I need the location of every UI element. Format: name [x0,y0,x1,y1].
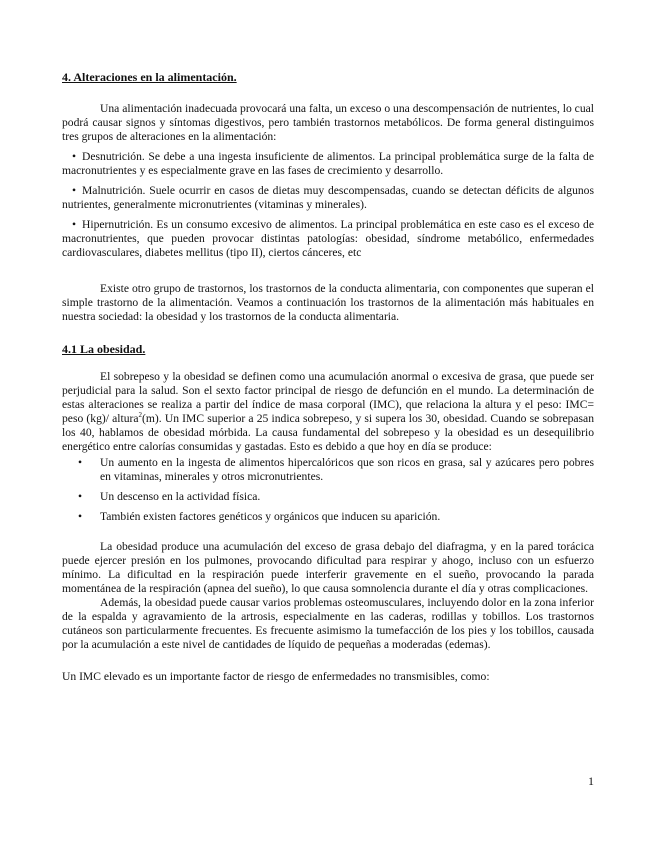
bullet-dot-icon: • [72,218,77,231]
list-item-text: También existen factores genéticos y orgánicos que inducen su aparición. [100,510,441,523]
list-item-hipernutricion [62,218,594,260]
superscript-exponent: 2 [138,411,143,420]
list-item-text: Un descenso en la actividad física. [100,490,261,503]
closing-sentence: Un IMC elevado es un importante factor de riesgo de enfermedades no transmisibles, como: [62,670,490,683]
bullet-dot-icon: • [78,510,83,523]
page-number: 1 [588,774,594,788]
bullet-dot-icon: • [72,150,77,163]
list-item [62,490,594,504]
document-page [62,70,594,684]
list-item-text: Un aumento en la ingesta de alimentos hipercalóricos que son ricos en grasa, sal y azúcares pero pobres en vitaminas, minerales y otros micronutrientes. [100,456,594,483]
list-item-text: Hipernutrición. Es un consumo excesivo de alimentos. La principal problemática en este caso es el exceso de macronutrientes, que pueden provocar distintas patologías: obesidad, síndrome metabólico, enfermedades cardiovasculares, diabetes mellitus (tipo II), ciertos cánceres, etc [62,218,594,259]
intro-paragraph: Una alimentación inadecuada provocará una falta, un exceso o una descompensación de nutrientes, lo cual podrá causar signos y síntomas digestivos, pero también trastornos metabólicos. De forma general distinguimos tres grupos de alteraciones en la alimentación: [62,102,594,143]
definition-text-a: El sobrepeso y la obesidad se definen como una acumulación anormal o excesiva de grasa, que puede ser perjudicial para la salud. Son el sexto factor principal de riesgo de defunción en el mundo. La determinación de estas alteraciones se realiza a partir del índice de masa corporal (IMC), que relaciona la altura y el peso: IMC= peso (kg)/ altura [62,370,594,425]
respiratory-effects-paragraph: La obesidad produce una acumulación del exceso de grasa debajo del diafragma, y en la pared torácica puede ejercer presión en los pulmones, provocando dificultad para respirar y ahogo, incluso con un esfuerzo mínimo. La dificultad en la respiración puede interferir gravemente en el sueño, provocando la parada momentánea de la respiración (apnea del sueño), lo que causa somnolencia durante el día y otras complicaciones. [62,540,594,595]
section-heading-alteraciones: 4. Alteraciones en la alimentación. [62,70,237,84]
list-item-text: Desnutrición. Se debe a una ingesta insuficiente de alimentos. La principal problemática surge de la falta de macronutrientes y es especialmente grave en las fases de crecimiento y desarrollo. [62,150,594,177]
list-item-text: Malnutrición. Suele ocurrir en casos de dietas muy descompensadas, cuando se detectan déficits de algunos nutrientes, generalmente micronutrientes (vitaminas y minerales). [62,184,594,211]
bullet-dot-icon: • [72,184,77,197]
obesity-definition-paragraph [62,370,594,454]
musculoskeletal-effects-paragraph: Además, la obesidad puede causar varios problemas osteomusculares, incluyendo dolor en la zona inferior de la espalda y agravamiento de la artrosis, especialmente en las caderas, rodillas y tobillos. Los trastornos cutáneos son particularmente frecuentes. Es frecuente asimismo la tumefacción de los pies y los tobillos, causada por la acumulación a este nivel de cantidades de líquido de pequeñas a moderadas (edemas). [62,596,594,651]
list-item-desnutricion [62,150,594,178]
list-item [62,510,594,524]
bullet-dot-icon: • [78,490,83,503]
bullet-dot-icon: • [78,456,83,469]
list-item-malnutricion [62,184,594,212]
causes-list [62,456,594,524]
other-group-paragraph: Existe otro grupo de trastornos, los trastornos de la conducta alimentaria, con componentes que superan el simple trastorno de la alimentación. Veamos a continuación los trastornos de la alimentación más habituales en nuestra sociedad: la obesidad y los trastornos de la conducta alimentaria. [62,282,594,323]
list-item [62,456,594,484]
definition-text-b: (m). Un IMC superior a 25 indica sobrepeso, y si supera los 30, obesidad. Cuando se sobrepasan los 40, hablamos de obesidad mórbida. La causa fundamental del sobrepeso y la obesidad es un desequilibrio energético entre calorías consumidas y gastadas. Esto es debido a que hoy en día se produce: [62,412,594,453]
section-heading-obesidad: 4.1 La obesidad. [62,342,146,356]
